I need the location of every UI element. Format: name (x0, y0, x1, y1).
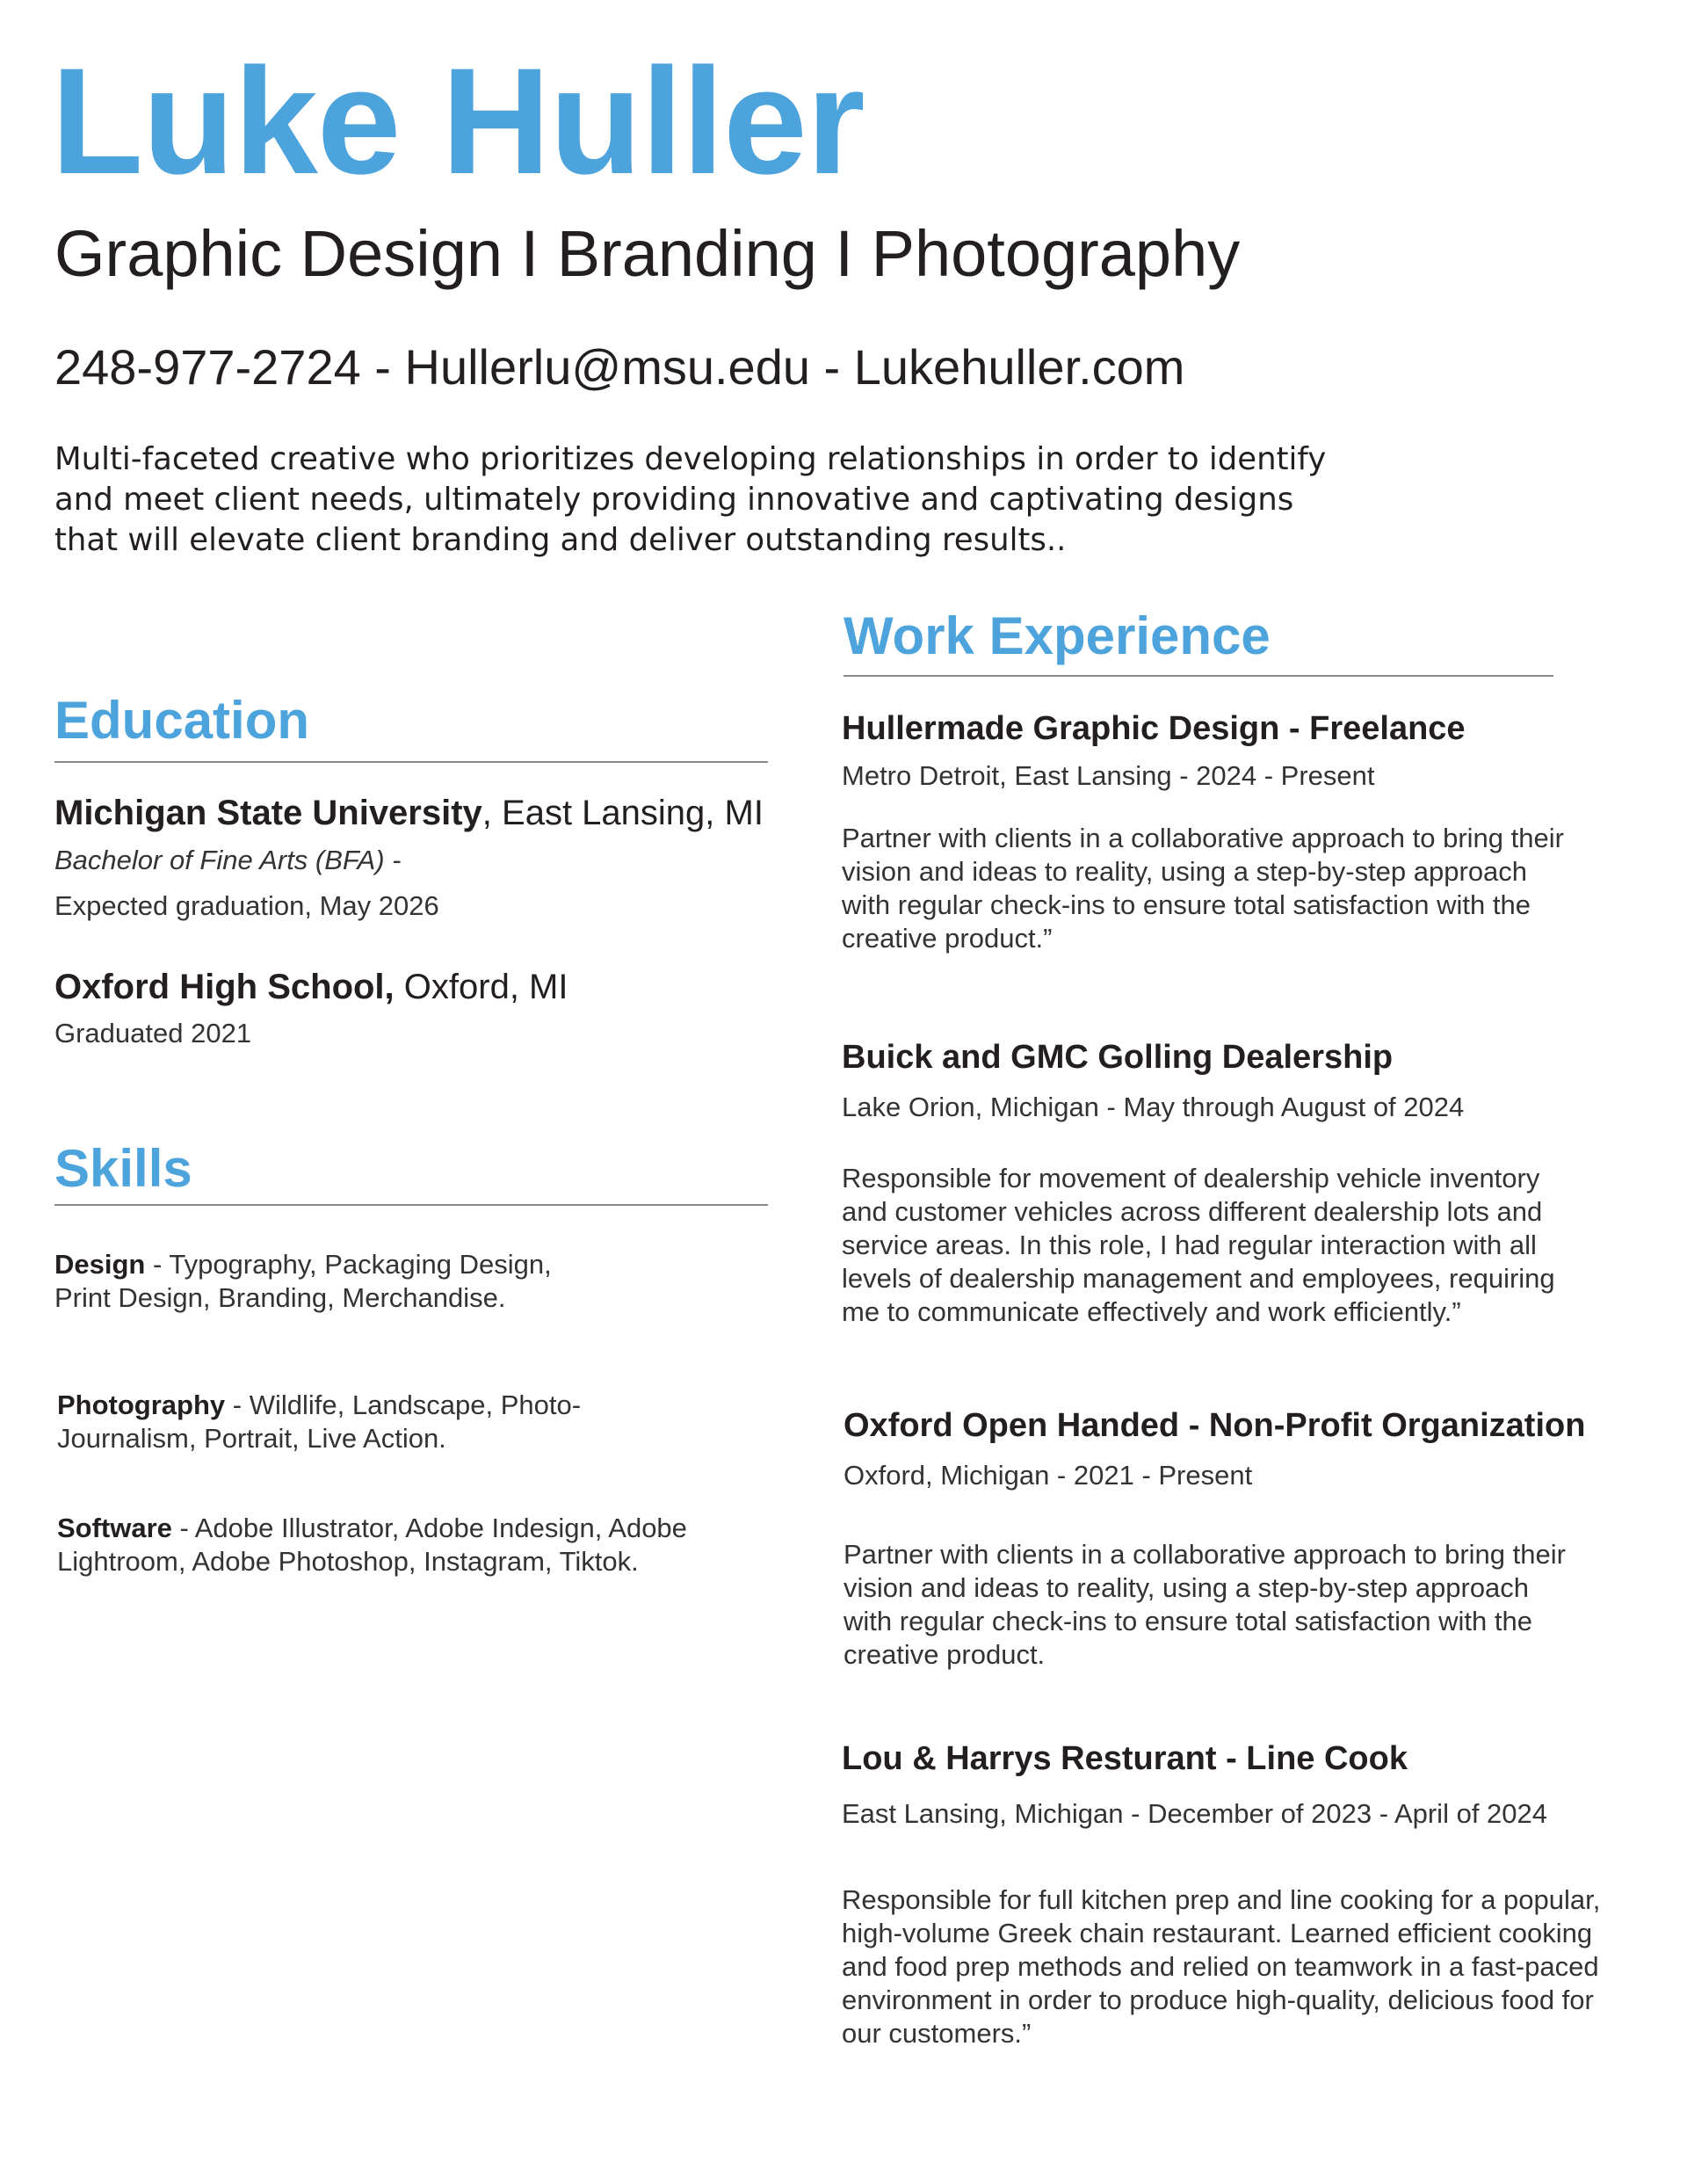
resume-name: Luke Huller (51, 37, 865, 206)
school-msu (54, 795, 764, 831)
graduation-detail: Graduated 2021 (54, 1018, 252, 1048)
skill-label: Software (57, 1513, 172, 1543)
professional-summary: Multi-faceted creative who prioritizes developing relationships in order to identify and meet client needs, ultimately providing innovative and captivating designs that will elevate client branding and deliver outstanding results.. (54, 441, 1327, 558)
skill-label: Photography (57, 1389, 226, 1420)
work-experience-heading: Work Experience (844, 606, 1271, 665)
school-oxford-high (54, 969, 568, 1005)
job-meta: Oxford, Michigan - 2021 - Present (844, 1460, 1253, 1491)
job-title: Lou & Harrys Resturant - Line Cook (842, 1740, 1408, 1777)
degree: Bachelor of Fine Arts (BFA) - (54, 845, 402, 875)
job-meta: East Lansing, Michigan - December of 2023 - April of 2024 (842, 1798, 1548, 1829)
resume-tagline: Graphic Design I Branding I Photography (54, 217, 1241, 290)
school-location: Oxford, MI (394, 968, 568, 1006)
job-description: Responsible for movement of dealership vehicle inventory and customer vehicles across different dealership lots and service areas. In this role, I had regular interaction with all levels of dealership management and employees, requiring me to communicate effectively and work efficiently.” (842, 1163, 1555, 1327)
skill-label: Design (54, 1249, 146, 1280)
skill-software (57, 1512, 690, 1578)
contact-line: 248-977-2724 - Hullerlu@msu.edu - Lukehuller.com (54, 339, 1185, 395)
job-title: Buick and GMC Golling Dealership (842, 1039, 1394, 1076)
skill-text: - Adobe Illustrator, Adobe Indesign, Adobe Lightroom, Adobe Photoshop, Instagram, Tiktok. (57, 1513, 687, 1577)
job-title: Hullermade Graphic Design - Freelance (842, 710, 1466, 747)
job-description: Responsible for full kitchen prep and line cooking for a popular, high-volume Greek chain restaurant. Learned efficient cooking and food prep methods and relied on teamwork in a fast-paced environment in order to produce high-quality, delicious food for our customers.” (842, 1884, 1601, 2049)
job-description: Partner with clients in a collaborative approach to bring their vision and ideas to reality, using a step-by-step approach with regular check-ins to ensure total satisfaction with the creative product.” (842, 823, 1564, 954)
graduation-detail: Expected graduation, May 2026 (54, 890, 439, 921)
school-name: Michigan State University (54, 794, 482, 832)
job-meta: Lake Orion, Michigan - May through August of 2024 (842, 1092, 1465, 1122)
skill-text: - Typography, Packaging Design, Print Design, Branding, Merchandise. (54, 1249, 552, 1313)
job-title: Oxford Open Handed - Non-Profit Organization (844, 1407, 1586, 1444)
school-location: , East Lansing, MI (481, 794, 764, 832)
skills-heading: Skills (54, 1139, 192, 1198)
skill-design (54, 1248, 599, 1315)
school-name: Oxford High School, (54, 968, 395, 1006)
skill-text: - Wildlife, Landscape, Photo-Journalism, Portrait, Live Action. (57, 1389, 582, 1454)
work-divider (844, 675, 1553, 677)
skills-divider (54, 1204, 768, 1206)
education-divider (54, 761, 768, 763)
job-meta: Metro Detroit, East Lansing - 2024 - Present (842, 760, 1375, 791)
education-heading: Education (54, 691, 310, 750)
skill-photography (57, 1389, 619, 1455)
job-description: Partner with clients in a collaborative approach to bring their vision and ideas to reality, using a step-by-step approach with regular check-ins to ensure total satisfaction with the creative product. (844, 1539, 1566, 1670)
